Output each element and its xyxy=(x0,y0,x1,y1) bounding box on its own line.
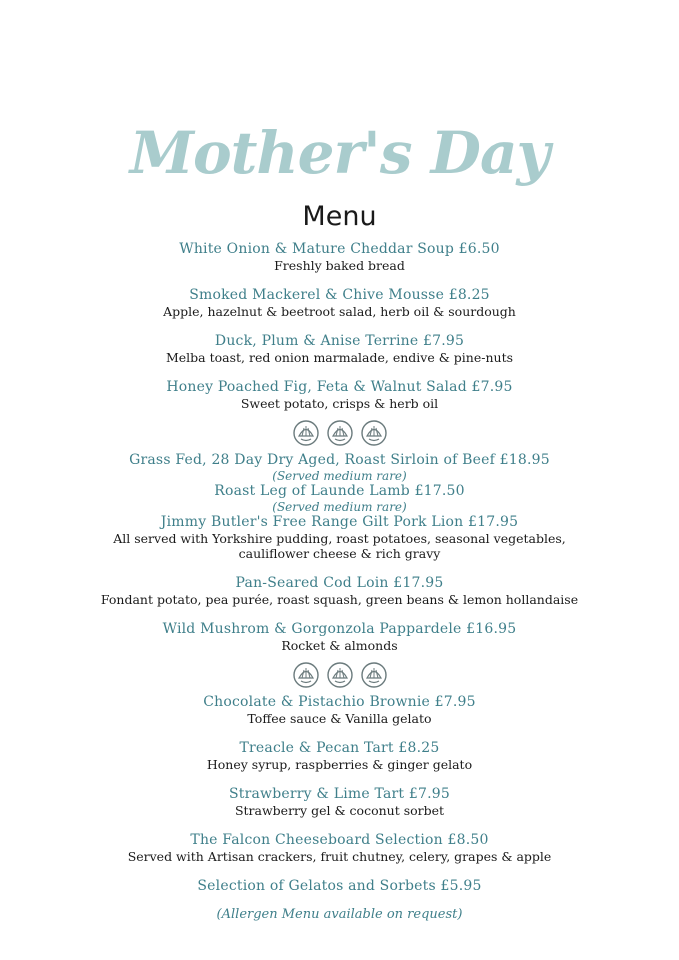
dish-description: Served with Artisan crackers, fruit chutney, celery, grapes & apple xyxy=(127,849,552,864)
menu-subtitle: Menu xyxy=(302,201,377,232)
dish-description: Rocket & almonds xyxy=(281,638,398,653)
dish-name: Jimmy Butler's Free Range Gilt Pork Lion £17.95 xyxy=(160,514,519,530)
shell-ornament-icon xyxy=(293,662,319,688)
dish-name: Pan-Seared Cod Loin £17.95 xyxy=(235,575,444,591)
dish-name: Smoked Mackerel & Chive Mousse £8.25 xyxy=(189,287,490,303)
menu-title: Mother's Day xyxy=(129,119,550,187)
menu-item xyxy=(0,878,679,895)
menu-item xyxy=(0,740,679,772)
dish-name: Strawberry & Lime Tart £7.95 xyxy=(229,786,450,802)
dish-description: Toffee sauce & Vanilla gelato xyxy=(247,711,432,726)
shell-ornament-icon xyxy=(361,662,387,688)
dish-description: All served with Yorkshire pudding, roast potatoes, seasonal vegetables, xyxy=(113,531,566,546)
dish-description: Melba toast, red onion marmalade, endive & pine-nuts xyxy=(165,350,514,365)
dish-name: Wild Mushrom & Gorgonzola Pappardele £16.95 xyxy=(162,621,517,637)
menu-item xyxy=(0,832,679,864)
section-divider xyxy=(0,662,679,688)
dish-note: (Served medium rare) xyxy=(272,500,407,514)
dish-note: (Served medium rare) xyxy=(272,469,407,483)
menu-item xyxy=(0,452,679,561)
section-divider xyxy=(0,420,679,446)
dish-name: Roast Leg of Launde Lamb £17.50 xyxy=(214,483,465,499)
menu-item xyxy=(0,241,679,273)
menu-list xyxy=(0,241,679,923)
shell-ornament-icon xyxy=(327,420,353,446)
dish-name: Honey Poached Fig, Feta & Walnut Salad £7.95 xyxy=(166,379,513,395)
menu-item xyxy=(0,786,679,818)
dish-description: Sweet potato, crisps & herb oil xyxy=(240,396,439,411)
menu-item xyxy=(0,575,679,607)
dish-name: Treacle & Pecan Tart £8.25 xyxy=(239,740,440,756)
dish-name: Chocolate & Pistachio Brownie £7.95 xyxy=(203,694,476,710)
shell-ornament-icon xyxy=(361,420,387,446)
dish-name: The Falcon Cheeseboard Selection £8.50 xyxy=(190,832,489,848)
dish-description: Strawberry gel & coconut sorbet xyxy=(234,803,445,818)
allergen-notice: (Allergen Menu available on request) xyxy=(216,907,463,922)
menu-item xyxy=(0,621,679,653)
menu-item xyxy=(0,379,679,411)
dish-name: Grass Fed, 28 Day Dry Aged, Roast Sirloin of Beef £18.95 xyxy=(129,452,550,468)
dish-name: White Onion & Mature Cheddar Soup £6.50 xyxy=(179,241,500,257)
dish-description: Apple, hazelnut & beetroot salad, herb oil & sourdough xyxy=(163,304,516,319)
dish-description: Honey syrup, raspberries & ginger gelato xyxy=(206,757,473,772)
menu-item xyxy=(0,694,679,726)
dish-description: Fondant potato, pea purée, roast squash, green beans & lemon hollandaise xyxy=(100,592,579,607)
dish-name: Selection of Gelatos and Sorbets £5.95 xyxy=(197,878,482,894)
shell-ornament-icon xyxy=(327,662,353,688)
menu-item xyxy=(0,333,679,365)
shell-ornament-icon xyxy=(293,420,319,446)
dish-description: cauliflower cheese & rich gravy xyxy=(238,546,441,561)
menu-item xyxy=(0,287,679,319)
dish-name: Duck, Plum & Anise Terrine £7.95 xyxy=(214,333,465,349)
dish-description: Freshly baked bread xyxy=(274,258,405,273)
